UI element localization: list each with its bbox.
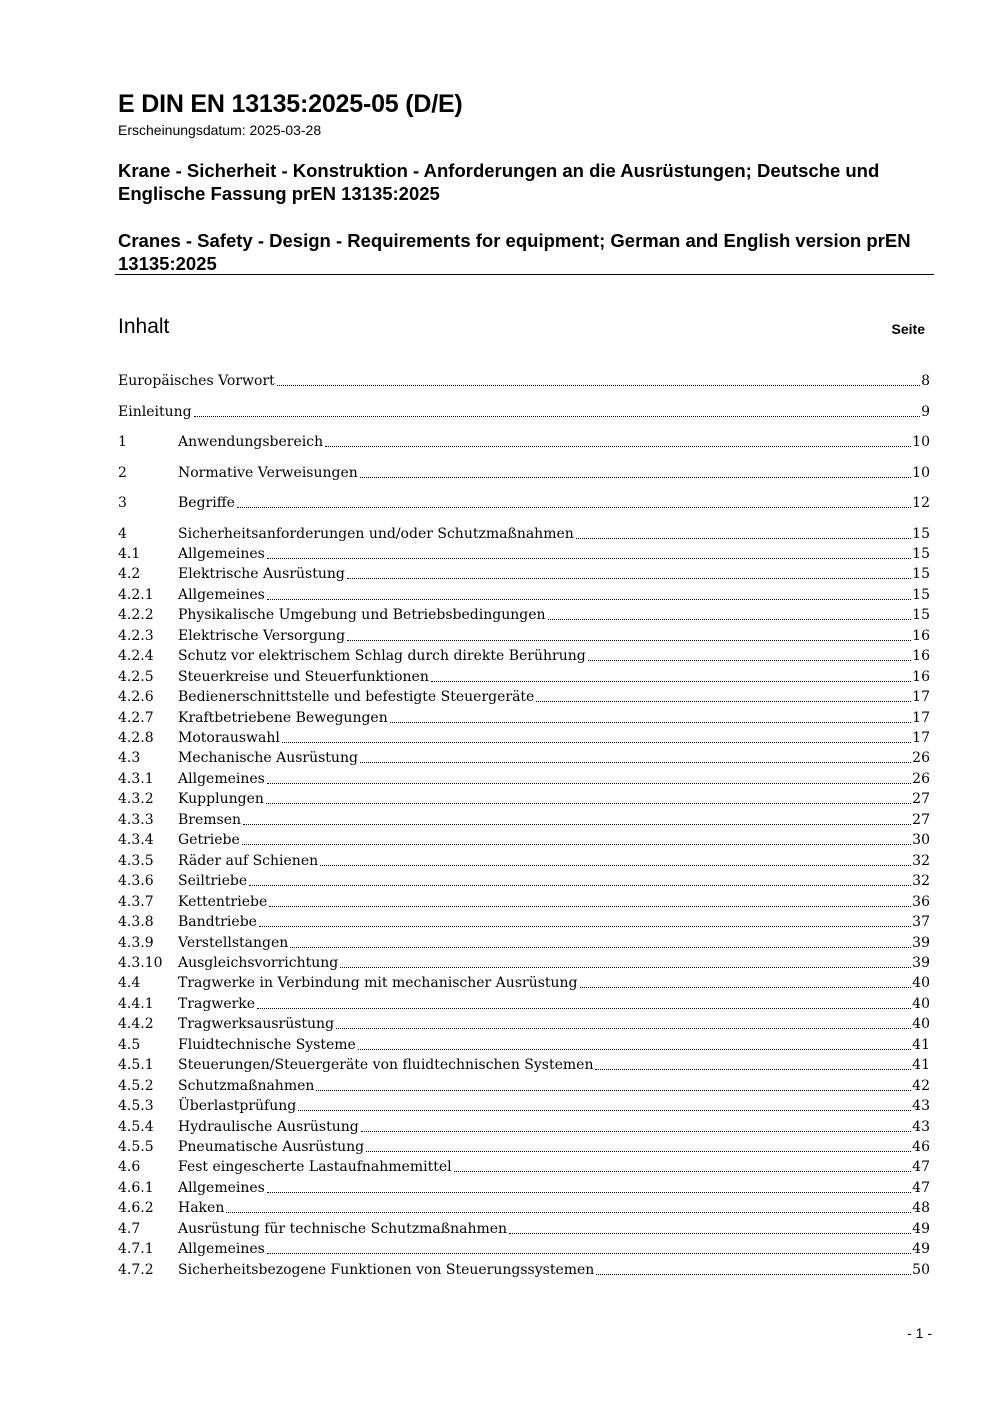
toc-dot-leader (536, 701, 911, 702)
toc-entry[interactable] (118, 789, 930, 809)
toc-entry[interactable] (118, 728, 930, 748)
toc-entry-page: 15 (912, 586, 930, 603)
toc-dot-leader (347, 578, 911, 579)
toc-entry[interactable] (118, 371, 930, 391)
toc-entry[interactable] (118, 1096, 930, 1116)
toc-entry-page: 9 (921, 403, 930, 420)
toc-dot-leader (226, 1212, 911, 1213)
toc-dot-leader (267, 558, 911, 559)
toc-entry-number: 4.4.1 (118, 995, 154, 1012)
toc-entry-title: Verstellstangen (178, 934, 289, 951)
toc-entry-page: 10 (912, 434, 930, 450)
toc-entry-title: Allgemeines (178, 1241, 265, 1258)
toc-entry-page: 40 (912, 995, 930, 1012)
toc-entry-title: Tragwerke in Verbindung mit mechanischer Ausrüstung (178, 975, 578, 992)
toc-entry-title: Allgemeines (178, 545, 265, 562)
toc-dot-leader (347, 640, 911, 641)
toc-entry[interactable] (118, 544, 930, 564)
toc-entry-page: 10 (912, 464, 930, 481)
toc-dot-leader (390, 722, 911, 723)
toc-entry-page: 15 (912, 545, 930, 562)
toc-dot-leader (269, 906, 911, 907)
toc-entry[interactable] (118, 1137, 930, 1157)
toc-entry[interactable] (118, 493, 930, 513)
toc-dot-leader (267, 1192, 911, 1193)
toc-dot-leader (243, 824, 911, 825)
toc-entry-title: Fluidtechnische Systeme (178, 1036, 356, 1053)
toc-entry-page: 46 (912, 1139, 930, 1155)
toc-entry-number: 4.3.4 (118, 832, 154, 849)
toc-dot-leader (431, 681, 911, 682)
toc-entry-title: Einleitung (118, 403, 192, 420)
toc-entry-number: 4.3.6 (118, 873, 154, 890)
toc-entry-title: Ausrüstung für technische Schutzmaßnahmen (178, 1220, 508, 1237)
toc-entry-title: Bremsen (178, 811, 242, 828)
toc-entry-page: 17 (912, 689, 930, 706)
toc-entry[interactable] (118, 748, 930, 768)
toc-entry-number: 4.5.5 (118, 1139, 154, 1155)
toc-entry[interactable] (118, 1239, 930, 1259)
toc-entry-title: Sicherheitsanforderungen und/oder Schutzmaßnahmen (178, 525, 574, 542)
toc-dot-leader (548, 619, 912, 620)
toc-entry-number: 4.5.2 (118, 1077, 154, 1094)
toc-entry-number: 4.3.2 (118, 791, 154, 808)
toc-entry-number: 4.5.1 (118, 1057, 154, 1074)
toc-entry-page: 17 (912, 730, 930, 746)
toc-entry[interactable] (118, 1055, 930, 1075)
toc-entry-number: 4.6.2 (118, 1200, 154, 1217)
toc-dot-leader (277, 385, 920, 386)
toc-dot-leader (257, 1008, 911, 1009)
toc-entry-page: 47 (912, 1159, 930, 1176)
toc-entry[interactable] (118, 1076, 930, 1096)
toc-entry-title: Kraftbetriebene Bewegungen (178, 709, 388, 726)
toc-dot-leader (340, 967, 911, 968)
toc-dot-leader (336, 1028, 911, 1029)
toc-entry-title: Physikalische Umgebung und Betriebsbedingungen (178, 607, 546, 624)
toc-entry-page: 32 (912, 873, 930, 890)
toc-entry-number: 4.3 (118, 750, 141, 767)
toc-entry[interactable] (118, 912, 930, 932)
toc-entry-number: 4.7.2 (118, 1261, 154, 1278)
toc-entry[interactable] (118, 994, 930, 1014)
toc-entry-title: Steuerungen/Steuergeräte von fluidtechnischen Systemen (178, 1057, 594, 1074)
toc-dot-leader (259, 926, 911, 927)
toc-entry-page: 16 (912, 668, 930, 685)
toc-dot-leader (361, 1131, 911, 1132)
toc-entry-number: 4.7 (118, 1220, 141, 1237)
toc-entry-number: 4.4 (118, 975, 141, 992)
toc-entry-title: Motorauswahl (178, 730, 280, 746)
toc-entry[interactable] (118, 1014, 930, 1034)
toc-dot-leader (267, 1253, 911, 1254)
toc-entry[interactable] (118, 667, 930, 687)
toc-entry[interactable] (118, 1157, 930, 1177)
toc-entry-page: 27 (912, 791, 930, 808)
toc-entry[interactable] (118, 973, 930, 993)
toc-entry-title: Sicherheitsbezogene Funktionen von Steuerungssystemen (178, 1261, 595, 1278)
toc-dot-leader (580, 987, 912, 988)
toc-heading: Inhalt (118, 315, 170, 338)
toc-entry-number: 4.3.8 (118, 914, 154, 931)
toc-entry[interactable] (118, 830, 930, 850)
toc-entry-title: Allgemeines (178, 770, 265, 787)
toc-entry[interactable] (118, 1117, 930, 1137)
toc-entry[interactable] (118, 564, 930, 584)
toc-entry-page: 8 (921, 373, 930, 389)
toc-entry-page: 27 (912, 811, 930, 828)
toc-entry[interactable] (118, 432, 930, 452)
toc-entry-title: Mechanische Ausrüstung (178, 750, 358, 767)
toc-entry-page: 39 (912, 954, 930, 971)
toc-entry-number: 4.7.1 (118, 1241, 154, 1258)
toc-entry-title: Schutzmaßnahmen (178, 1077, 315, 1094)
toc-entry-number: 4.2 (118, 566, 141, 583)
toc-dot-leader (596, 1274, 911, 1275)
toc-dot-leader (358, 1049, 911, 1050)
toc-entry-number: 4.5 (118, 1036, 141, 1053)
toc-entry-title: Elektrische Versorgung (178, 627, 346, 644)
toc-entry-number: 4.2.3 (118, 627, 154, 644)
toc-entry-page: 50 (912, 1261, 930, 1278)
toc-entry[interactable] (118, 646, 930, 666)
toc-entry-number: 4.2.4 (118, 648, 154, 665)
toc-entry-number: 4.6.1 (118, 1179, 154, 1196)
toc-entry-number: 4.5.4 (118, 1118, 154, 1135)
toc-entry-page: 16 (912, 627, 930, 644)
toc-entry[interactable] (118, 953, 930, 973)
toc-entry-title: Haken (178, 1200, 225, 1217)
toc-entry-page: 32 (912, 852, 930, 869)
toc-entry-number: 3 (118, 495, 127, 511)
toc-entry-page: 15 (912, 607, 930, 624)
toc-entry-number: 4.3.9 (118, 934, 154, 951)
document-number: E DIN EN 13135:2025-05 (D/E) (118, 90, 463, 118)
toc-entry[interactable] (118, 402, 930, 422)
toc-entry-page: 36 (912, 893, 930, 910)
toc-entry-page: 42 (912, 1077, 930, 1094)
toc-entry-number: 4.2.5 (118, 668, 154, 685)
toc-entry-page: 16 (912, 648, 930, 665)
toc-entry-number: 4.3.1 (118, 770, 154, 787)
toc-entry-number: 4.2.2 (118, 607, 154, 624)
toc-entry-title: Pneumatische Ausrüstung (178, 1139, 365, 1155)
toc-page-column-heading: Seite (891, 321, 925, 337)
toc-entry-title: Überlastprüfung (178, 1098, 297, 1115)
toc-entry-number: 4.4.2 (118, 1016, 154, 1033)
toc-dot-leader (576, 538, 911, 539)
toc-entry[interactable] (118, 851, 930, 871)
title-english: Cranes - Safety - Design - Requirements for equipment; German and English version prEN 13135:2025 (118, 230, 911, 274)
toc-entry-number: 4.5.3 (118, 1098, 154, 1115)
toc-entry[interactable] (118, 1198, 930, 1218)
toc-entry[interactable] (118, 871, 930, 891)
title-german: Krane - Sicherheit - Konstruktion - Anforderungen an die Ausrüstungen; Deutsche und Englische Fassung prEN 13135:2025 (118, 160, 880, 204)
toc-entry-title: Allgemeines (178, 586, 265, 603)
toc-dot-leader (194, 416, 921, 417)
page-number: - 1 - (907, 1325, 932, 1341)
toc-entry-title: Europäisches Vorwort (118, 373, 275, 389)
toc-entry[interactable] (118, 1035, 930, 1055)
toc-entry[interactable] (118, 933, 930, 953)
toc-dot-leader (360, 762, 911, 763)
toc-entry-title: Hydraulische Ausrüstung (178, 1118, 359, 1135)
toc-entry-title: Anwendungsbereich (178, 434, 324, 450)
toc-entry-number: 1 (118, 434, 127, 450)
toc-entry-page: 17 (912, 709, 930, 726)
toc-entry-title: Bedienerschnittstelle und befestigte Steuergeräte (178, 689, 535, 706)
toc-entry-number: 4.3.3 (118, 811, 154, 828)
toc-entry-number: 2 (118, 464, 127, 481)
toc-entry-title: Getriebe (178, 832, 240, 849)
toc-entry-number: 4.2.8 (118, 730, 154, 746)
toc-entry-number: 4.2.6 (118, 689, 154, 706)
toc-entry[interactable] (118, 1260, 930, 1280)
toc-entry-page: 12 (912, 495, 930, 511)
toc-dot-leader (316, 1090, 911, 1091)
toc-entry[interactable] (118, 585, 930, 605)
toc-dot-leader (242, 844, 911, 845)
toc-dot-leader (290, 947, 911, 948)
toc-entry[interactable] (118, 708, 930, 728)
toc-entry-page: 15 (912, 566, 930, 583)
toc-entry-title: Normative Verweisungen (178, 464, 358, 481)
issue-date: Erscheinungsdatum: 2025-03-28 (118, 122, 322, 138)
toc-entry[interactable] (118, 769, 930, 789)
toc-dot-leader (454, 1171, 912, 1172)
toc-entry[interactable] (118, 626, 930, 646)
toc-entry-page: 47 (912, 1179, 930, 1196)
toc-entry-page: 41 (912, 1057, 930, 1074)
toc-dot-leader (267, 599, 911, 600)
toc-entry-page: 26 (912, 750, 930, 767)
toc-dot-leader (298, 1110, 911, 1111)
toc-dot-leader (325, 446, 911, 447)
toc-entry-title: Fest eingescherte Lastaufnahmemittel (178, 1159, 452, 1176)
toc-dot-leader (509, 1233, 911, 1234)
toc-dot-leader (595, 1069, 911, 1070)
toc-entry-number: 4 (118, 525, 127, 542)
toc-entry-page: 30 (912, 832, 930, 849)
toc-entry-page: 43 (912, 1118, 930, 1135)
header-divider (115, 274, 934, 275)
toc-dot-leader (266, 803, 911, 804)
toc-dot-leader (588, 660, 911, 661)
toc-entry-number: 4.6 (118, 1159, 141, 1176)
toc-entry-title: Tragwerke (178, 995, 256, 1012)
toc-entry-title: Seiltriebe (178, 873, 248, 890)
toc-entry-number: 4.1 (118, 545, 141, 562)
toc-entry-page: 48 (912, 1200, 930, 1217)
toc-entry-page: 39 (912, 934, 930, 951)
toc-dot-leader (237, 507, 911, 508)
toc-entry[interactable] (118, 524, 930, 544)
toc-dot-leader (360, 477, 911, 478)
toc-entry-title: Kupplungen (178, 791, 264, 808)
toc-entry-number: 4.3.5 (118, 852, 154, 869)
toc-dot-leader (320, 865, 911, 866)
toc-entry-title: Begriffe (178, 495, 235, 511)
toc-entry-title: Kettentriebe (178, 893, 268, 910)
toc-entry-page: 41 (912, 1036, 930, 1053)
toc-entry-page: 40 (912, 975, 930, 992)
toc-entry-title: Ausgleichsvorrichtung (178, 954, 339, 971)
toc-entry-title: Steuerkreise und Steuerfunktionen (178, 668, 429, 685)
toc-dot-leader (249, 885, 911, 886)
toc-entry-page: 40 (912, 1016, 930, 1033)
toc-entry-title: Bandtriebe (178, 914, 257, 931)
toc-dot-leader (366, 1151, 911, 1152)
toc-entry-number: 4.3.10 (118, 954, 163, 971)
toc-entry-title: Schutz vor elektrischem Schlag durch direkte Berührung (178, 648, 586, 665)
toc-entry[interactable] (118, 687, 930, 707)
toc-entry[interactable] (118, 1178, 930, 1198)
toc-entry-page: 37 (912, 914, 930, 931)
toc-entry-page: 49 (912, 1241, 930, 1258)
toc-entry-page: 49 (912, 1220, 930, 1237)
toc-entry-title: Räder auf Schienen (178, 852, 319, 869)
toc-entry-title: Tragwerksausrüstung (178, 1016, 335, 1033)
toc-entry-page: 43 (912, 1098, 930, 1115)
toc-entry[interactable] (118, 605, 930, 625)
toc-entry-title: Allgemeines (178, 1179, 265, 1196)
toc-entry-number: 4.2.7 (118, 709, 154, 726)
toc-dot-leader (267, 783, 911, 784)
toc-entry[interactable] (118, 463, 930, 483)
toc-entry[interactable] (118, 810, 930, 830)
toc-dot-leader (282, 742, 911, 743)
toc-entry-number: 4.3.7 (118, 893, 154, 910)
toc-entry-page: 26 (912, 770, 930, 787)
toc-entry[interactable] (118, 892, 930, 912)
toc-entry-page: 15 (912, 525, 930, 542)
toc-entry[interactable] (118, 1219, 930, 1239)
toc-entry-number: 4.2.1 (118, 586, 154, 603)
toc-entry-title: Elektrische Ausrüstung (178, 566, 345, 583)
